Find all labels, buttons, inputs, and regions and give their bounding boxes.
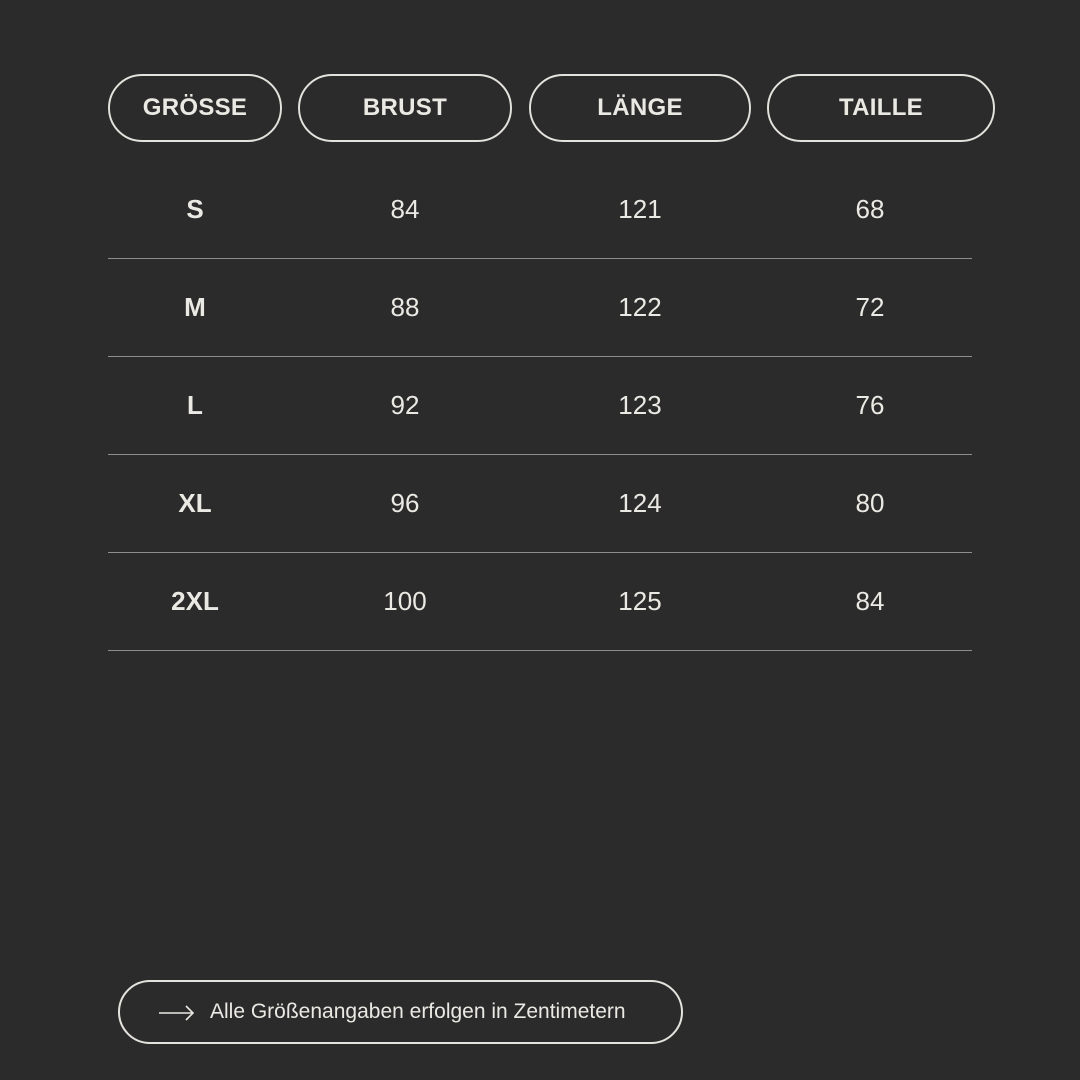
taille-cell: 72 xyxy=(855,291,885,322)
size-cell: L xyxy=(187,389,203,420)
size-cell: XL xyxy=(178,487,212,518)
table-row xyxy=(108,258,972,357)
laenge-cell: 123 xyxy=(618,389,662,420)
header-taille: TAILLE xyxy=(767,74,995,142)
laenge-cell: 124 xyxy=(618,487,662,518)
brust-cell: 84 xyxy=(390,193,420,224)
size-table xyxy=(108,74,996,616)
header-groesse: GRÖSSE xyxy=(108,74,282,142)
header-laenge: LÄNGE xyxy=(529,74,751,142)
taille-cell: 68 xyxy=(855,193,885,224)
arrow-right-icon xyxy=(158,1003,196,1023)
header-brust: BRUST xyxy=(298,74,512,142)
taille-cell: 84 xyxy=(855,585,885,616)
units-note xyxy=(118,980,683,1044)
table-row xyxy=(108,356,972,455)
brust-cell: 96 xyxy=(390,487,420,518)
size-cell: 2XL xyxy=(171,585,219,616)
size-cell: S xyxy=(186,193,204,224)
brust-cell: 100 xyxy=(383,585,427,616)
table-row xyxy=(108,160,972,259)
taille-cell: 80 xyxy=(855,487,885,518)
brust-cell: 88 xyxy=(390,291,420,322)
units-note-text: Alle Größenangaben erfolgen in Zentimetern xyxy=(210,1000,626,1023)
table-row xyxy=(108,552,972,651)
laenge-cell: 122 xyxy=(618,291,662,322)
laenge-cell: 121 xyxy=(618,193,662,224)
table-row xyxy=(108,454,972,553)
laenge-cell: 125 xyxy=(618,585,662,616)
table-header-row xyxy=(108,74,996,146)
taille-cell: 76 xyxy=(855,389,885,420)
brust-cell: 92 xyxy=(390,389,420,420)
size-cell: M xyxy=(184,291,206,322)
